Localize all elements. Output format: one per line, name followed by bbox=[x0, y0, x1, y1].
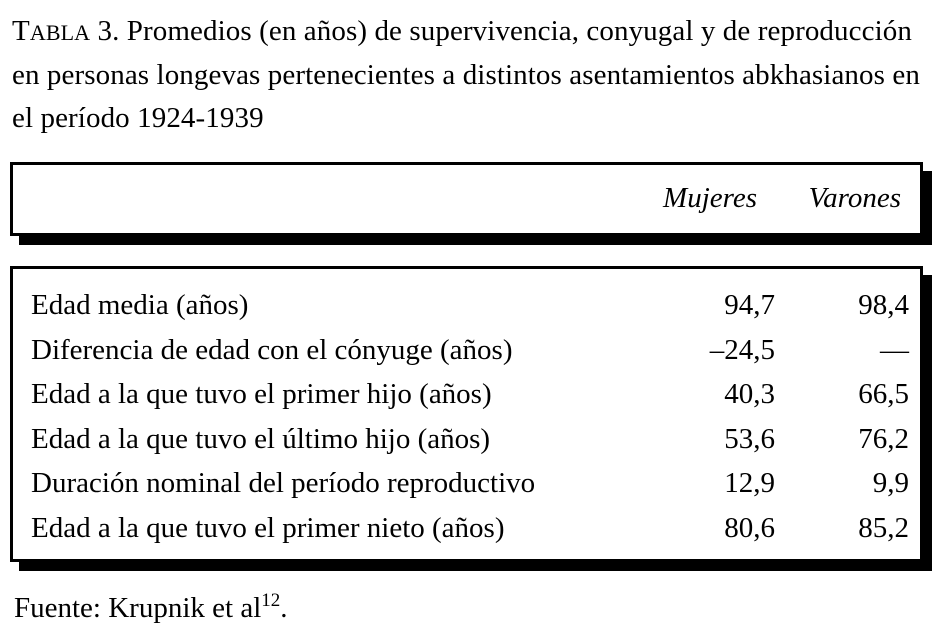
caption-label-initial: T bbox=[12, 15, 30, 47]
value-mujeres: 40,3 bbox=[724, 378, 775, 410]
table-caption bbox=[12, 10, 937, 140]
row-label: Edad a la que tuvo el primer hijo (años) bbox=[31, 378, 492, 410]
caption-label-number: 3. bbox=[97, 15, 120, 47]
value-varones: 98,4 bbox=[858, 289, 909, 321]
table-row bbox=[31, 372, 909, 417]
row-label: Edad a la que tuvo el último hijo (años) bbox=[31, 422, 491, 455]
value-varones: 85,2 bbox=[858, 511, 909, 544]
value-mujeres: 94,7 bbox=[724, 289, 775, 321]
row-label: Diferencia de edad con el cónyuge (años) bbox=[31, 333, 513, 366]
row-label: Edad a la que tuvo el primer nieto (años) bbox=[31, 511, 505, 544]
table-row bbox=[31, 506, 909, 551]
table-source-note bbox=[14, 590, 288, 626]
column-header-mujeres: Mujeres bbox=[663, 182, 757, 214]
table-row bbox=[31, 328, 909, 373]
value-mujeres: 80,6 bbox=[724, 511, 775, 544]
source-reference: 12 bbox=[261, 590, 281, 611]
table-row bbox=[31, 417, 909, 462]
table-body-box bbox=[10, 266, 923, 562]
value-varones: 76,2 bbox=[858, 422, 909, 455]
caption-text: Promedios (en años) de supervivencia, conyugal y de reproducción en personas longevas pertenecientes a distintos asentamientos abkhasianos en el período 1924-1939 bbox=[12, 15, 920, 134]
value-mujeres: –24,5 bbox=[709, 333, 775, 366]
value-varones: — bbox=[880, 333, 909, 366]
column-header-varones: Varones bbox=[808, 182, 901, 214]
caption-label-rest: ABLA bbox=[29, 20, 91, 45]
value-varones: 66,5 bbox=[858, 378, 909, 410]
data-table bbox=[31, 283, 909, 550]
row-label: Edad media (años) bbox=[31, 289, 249, 321]
source-end: . bbox=[280, 592, 288, 624]
table-row bbox=[31, 461, 909, 506]
table-row bbox=[31, 283, 909, 328]
row-label: Duración nominal del período reproductivo bbox=[31, 467, 536, 499]
value-varones: 9,9 bbox=[872, 467, 909, 499]
value-mujeres: 53,6 bbox=[724, 422, 775, 455]
caption-label bbox=[12, 15, 119, 47]
value-mujeres: 12,9 bbox=[724, 467, 775, 499]
table-header-box bbox=[10, 162, 923, 236]
source-text: Fuente: Krupnik et al bbox=[14, 592, 262, 624]
